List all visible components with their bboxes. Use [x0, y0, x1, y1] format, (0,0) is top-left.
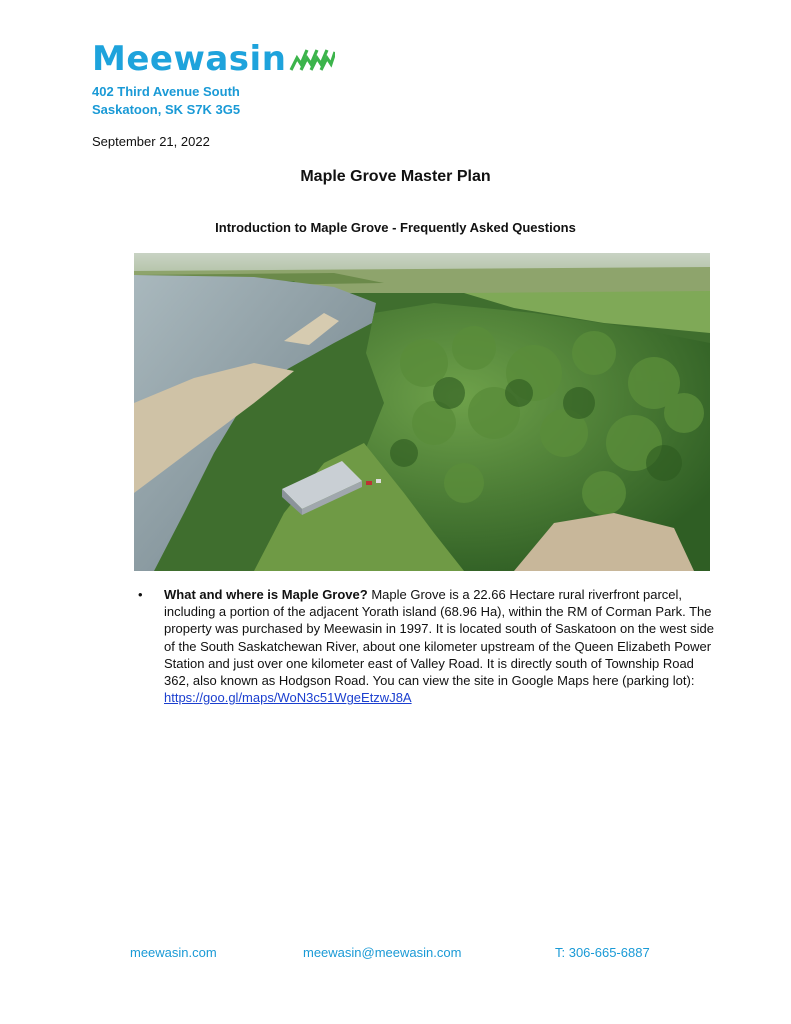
address-line-1: 402 Third Avenue South [92, 84, 240, 99]
footer-email[interactable]: meewasin@meewasin.com [303, 945, 462, 960]
faq-answer: Maple Grove is a 22.66 Hectare rural riverfront parcel, including a portion of the adjacent Yorath island (68.96 Ha), within the RM of Corman Park. The property was purchased by Meewasin in 1997. It is located south of Saskatoon on the west side of the South Saskatchewan River, about one kilometer upstream of the Queen Elizabeth Power Station and just over one kilometer east of Valley Road. It is directly south of Township Road 362, also known as Hodgson Road. You can view the site in Google Maps here (parking lot): [164, 587, 714, 689]
logo-wordmark: Meewasin [92, 39, 287, 79]
faq-item [140, 586, 715, 706]
address-line-2: Saskatoon, SK S7K 3G5 [92, 102, 241, 117]
aerial-river-forest-photo [134, 253, 710, 571]
faq-paragraph [164, 586, 715, 706]
letter-date: September 21, 2022 [92, 134, 210, 149]
document-subtitle: Introduction to Maple Grove - Frequently Asked Questions [215, 220, 576, 235]
footer-phone: T: 306-665-6887 [555, 945, 650, 960]
footer-website[interactable]: meewasin.com [130, 945, 217, 960]
document-title: Maple Grove Master Plan [300, 168, 491, 185]
bullet-icon: • [138, 587, 143, 602]
logo [92, 39, 335, 79]
aerial-photo [134, 253, 710, 571]
google-maps-link[interactable]: https://goo.gl/maps/WoN3c51WgeEtzwJ8A [164, 690, 412, 706]
faq-question: What and where is Maple Grove? [164, 587, 368, 602]
faq-list [140, 586, 715, 706]
logo-wave-icon [289, 44, 335, 74]
